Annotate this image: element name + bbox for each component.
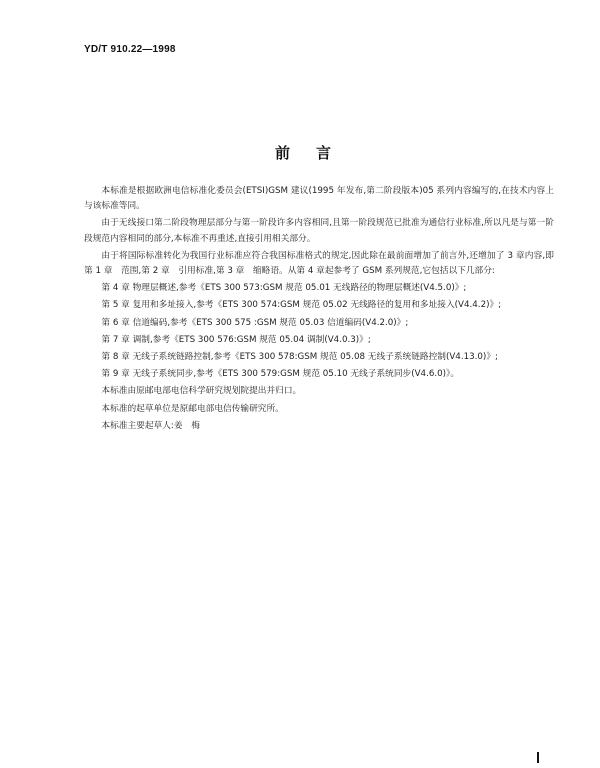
paragraph-basis: 本标准是根据欧洲电信标准化委员会(ETSI)GSM 建议(1995 年发布,第二阶段版本)05 系列内容编写的,在技术内容上与该标准等同。 bbox=[84, 186, 554, 212]
foreword-body bbox=[84, 184, 554, 436]
standard-code: YD/T 910.22—1998 bbox=[84, 44, 176, 55]
paragraph-chapter-4: 第 4 章 物理层概述,参考《ETS 300 573:GSM 规范 05.01 无线路径的物理层概述(V4.5.0)》; bbox=[101, 283, 467, 294]
paragraph-structure: 由于将国际标准转化为我国行业标准应符合我国标准格式的规定,因此除在最前面增加了前言外,还增加了 3 章内容,即第 1 章 范围,第 2 章 引用标准,第 3 章 缩略语。从第 4 章起参考了 GSM 系列规范,它包括以下几部分: bbox=[84, 250, 554, 277]
paragraph-chapter-5: 第 5 章 复用和多址接入,参考《ETS 300 574:GSM 规范 05.02 无线路径的复用和多址接入(V4.4.2)》; bbox=[101, 300, 502, 311]
paragraph-drafting-unit: 本标准的起草单位是原邮电部电信传输研究所。 bbox=[101, 403, 284, 414]
paragraph-chapter-7: 第 7 章 调制,参考《ETS 300 576:GSM 规范 05.04 调制(V4.0.3)》; bbox=[101, 334, 371, 345]
paragraph-proposer: 本标准由原邮电部电信科学研究规划院提出并归口。 bbox=[101, 386, 302, 397]
paragraph-chapter-6: 第 6 章 信道编码,参考《ETS 300 575 :GSM 规范 05.03 信道编码(V4.2.0)》; bbox=[101, 317, 409, 328]
paragraph-drafters: 本标准主要起草人:姜 梅 bbox=[101, 420, 200, 431]
paragraph-chapter-9: 第 9 章 无线子系统同步,参考《ETS 300 579:GSM 规范 05.10 无线子系统同步(V4.6.0)》。 bbox=[101, 369, 460, 380]
page-title: 前言 bbox=[274, 144, 357, 162]
page-number-mark bbox=[537, 752, 539, 763]
paragraph-phase-one: 由于无线接口第二阶段物理层部分与第一阶段许多内容相同,且第一阶段规范已批准为通信行业标准,所以凡是与第一阶段规范内容相同的部分,本标准不再重述,直接引用相关部分。 bbox=[84, 218, 554, 244]
paragraph-chapter-8: 第 8 章 无线子系统链路控制,参考《ETS 300 578:GSM 规范 05.08 无线子系统链路控制(V4.13.0)》; bbox=[101, 352, 498, 363]
